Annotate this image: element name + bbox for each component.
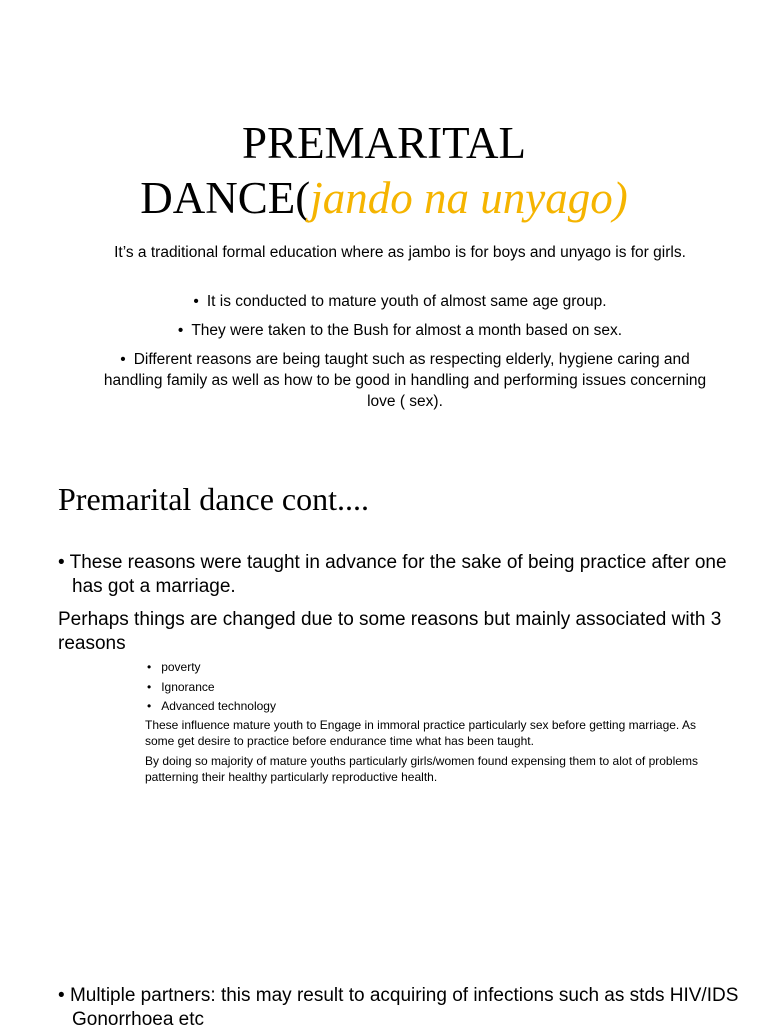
slide1-bullet bbox=[95, 349, 715, 412]
slide2-title: Premarital dance cont.... bbox=[58, 481, 369, 517]
slide2-bullet bbox=[58, 551, 752, 599]
sub-bullet-text: Advanced technology bbox=[161, 699, 276, 713]
slide1-title-main: DANCE( bbox=[140, 173, 311, 223]
slide1-bullet-text: Different reasons are being taught such as respecting elderly, hygiene caring and handling family as well as how to be good in handling and performing issues concerning love ( sex). bbox=[103, 351, 707, 410]
sub-bullet-text: poverty bbox=[161, 660, 201, 674]
bullet-dot-icon: • bbox=[147, 660, 162, 674]
sub-bullet-text: Ignorance bbox=[161, 680, 215, 694]
sub-bullet bbox=[147, 659, 201, 675]
bullet-dot-icon: • bbox=[147, 699, 162, 713]
slide1-bullet bbox=[90, 320, 710, 341]
slide1-bullet bbox=[90, 291, 710, 312]
sub-bullet bbox=[147, 679, 215, 695]
sub-bullet bbox=[147, 698, 276, 714]
bullet-dot-icon: • bbox=[120, 351, 126, 368]
bullet-dot-icon: • bbox=[193, 293, 199, 310]
slide1-bullet-text: They were taken to the Bush for almost a month based on sex. bbox=[191, 322, 623, 339]
slide2-bullet-text: These reasons were taught in advance for the sake of being practice after one has got a marriage. bbox=[69, 552, 727, 597]
slide3-bullet-text: Multiple partners: this may result to acquiring of infections such as stds HIV/IDS Gonorrhoea etc bbox=[69, 985, 739, 1030]
slide3-bullet bbox=[58, 984, 752, 1032]
bullet-dot-icon: • bbox=[58, 552, 70, 573]
slide1-title-line2 bbox=[0, 172, 768, 224]
slide1-intro: It’s a traditional formal education where as jambo is for boys and unyago is for girls. bbox=[114, 244, 686, 261]
slide1-title-accent: jando na unyago) bbox=[310, 173, 628, 223]
slide2-detail-paragraph: By doing so majority of mature youths particularly girls/women found expensing them to alot of problems patterning their healthy particularly reproductive health. bbox=[145, 754, 698, 784]
slide2-detail-paragraph: These influence mature youth to Engage in immoral practice particularly sex before getting marriage. As some get desire to practice before endurance time what has been taught. bbox=[145, 718, 696, 748]
slide1-bullet-text: It is conducted to mature youth of almost same age group. bbox=[206, 293, 607, 310]
slide2-paragraph: Perhaps things are changed due to some reasons but mainly associated with 3 reasons bbox=[58, 609, 722, 654]
bullet-dot-icon: • bbox=[147, 680, 162, 694]
slide1-title-line1: PREMARITAL bbox=[242, 118, 526, 168]
bullet-dot-icon: • bbox=[58, 985, 70, 1006]
bullet-dot-icon: • bbox=[177, 322, 184, 339]
